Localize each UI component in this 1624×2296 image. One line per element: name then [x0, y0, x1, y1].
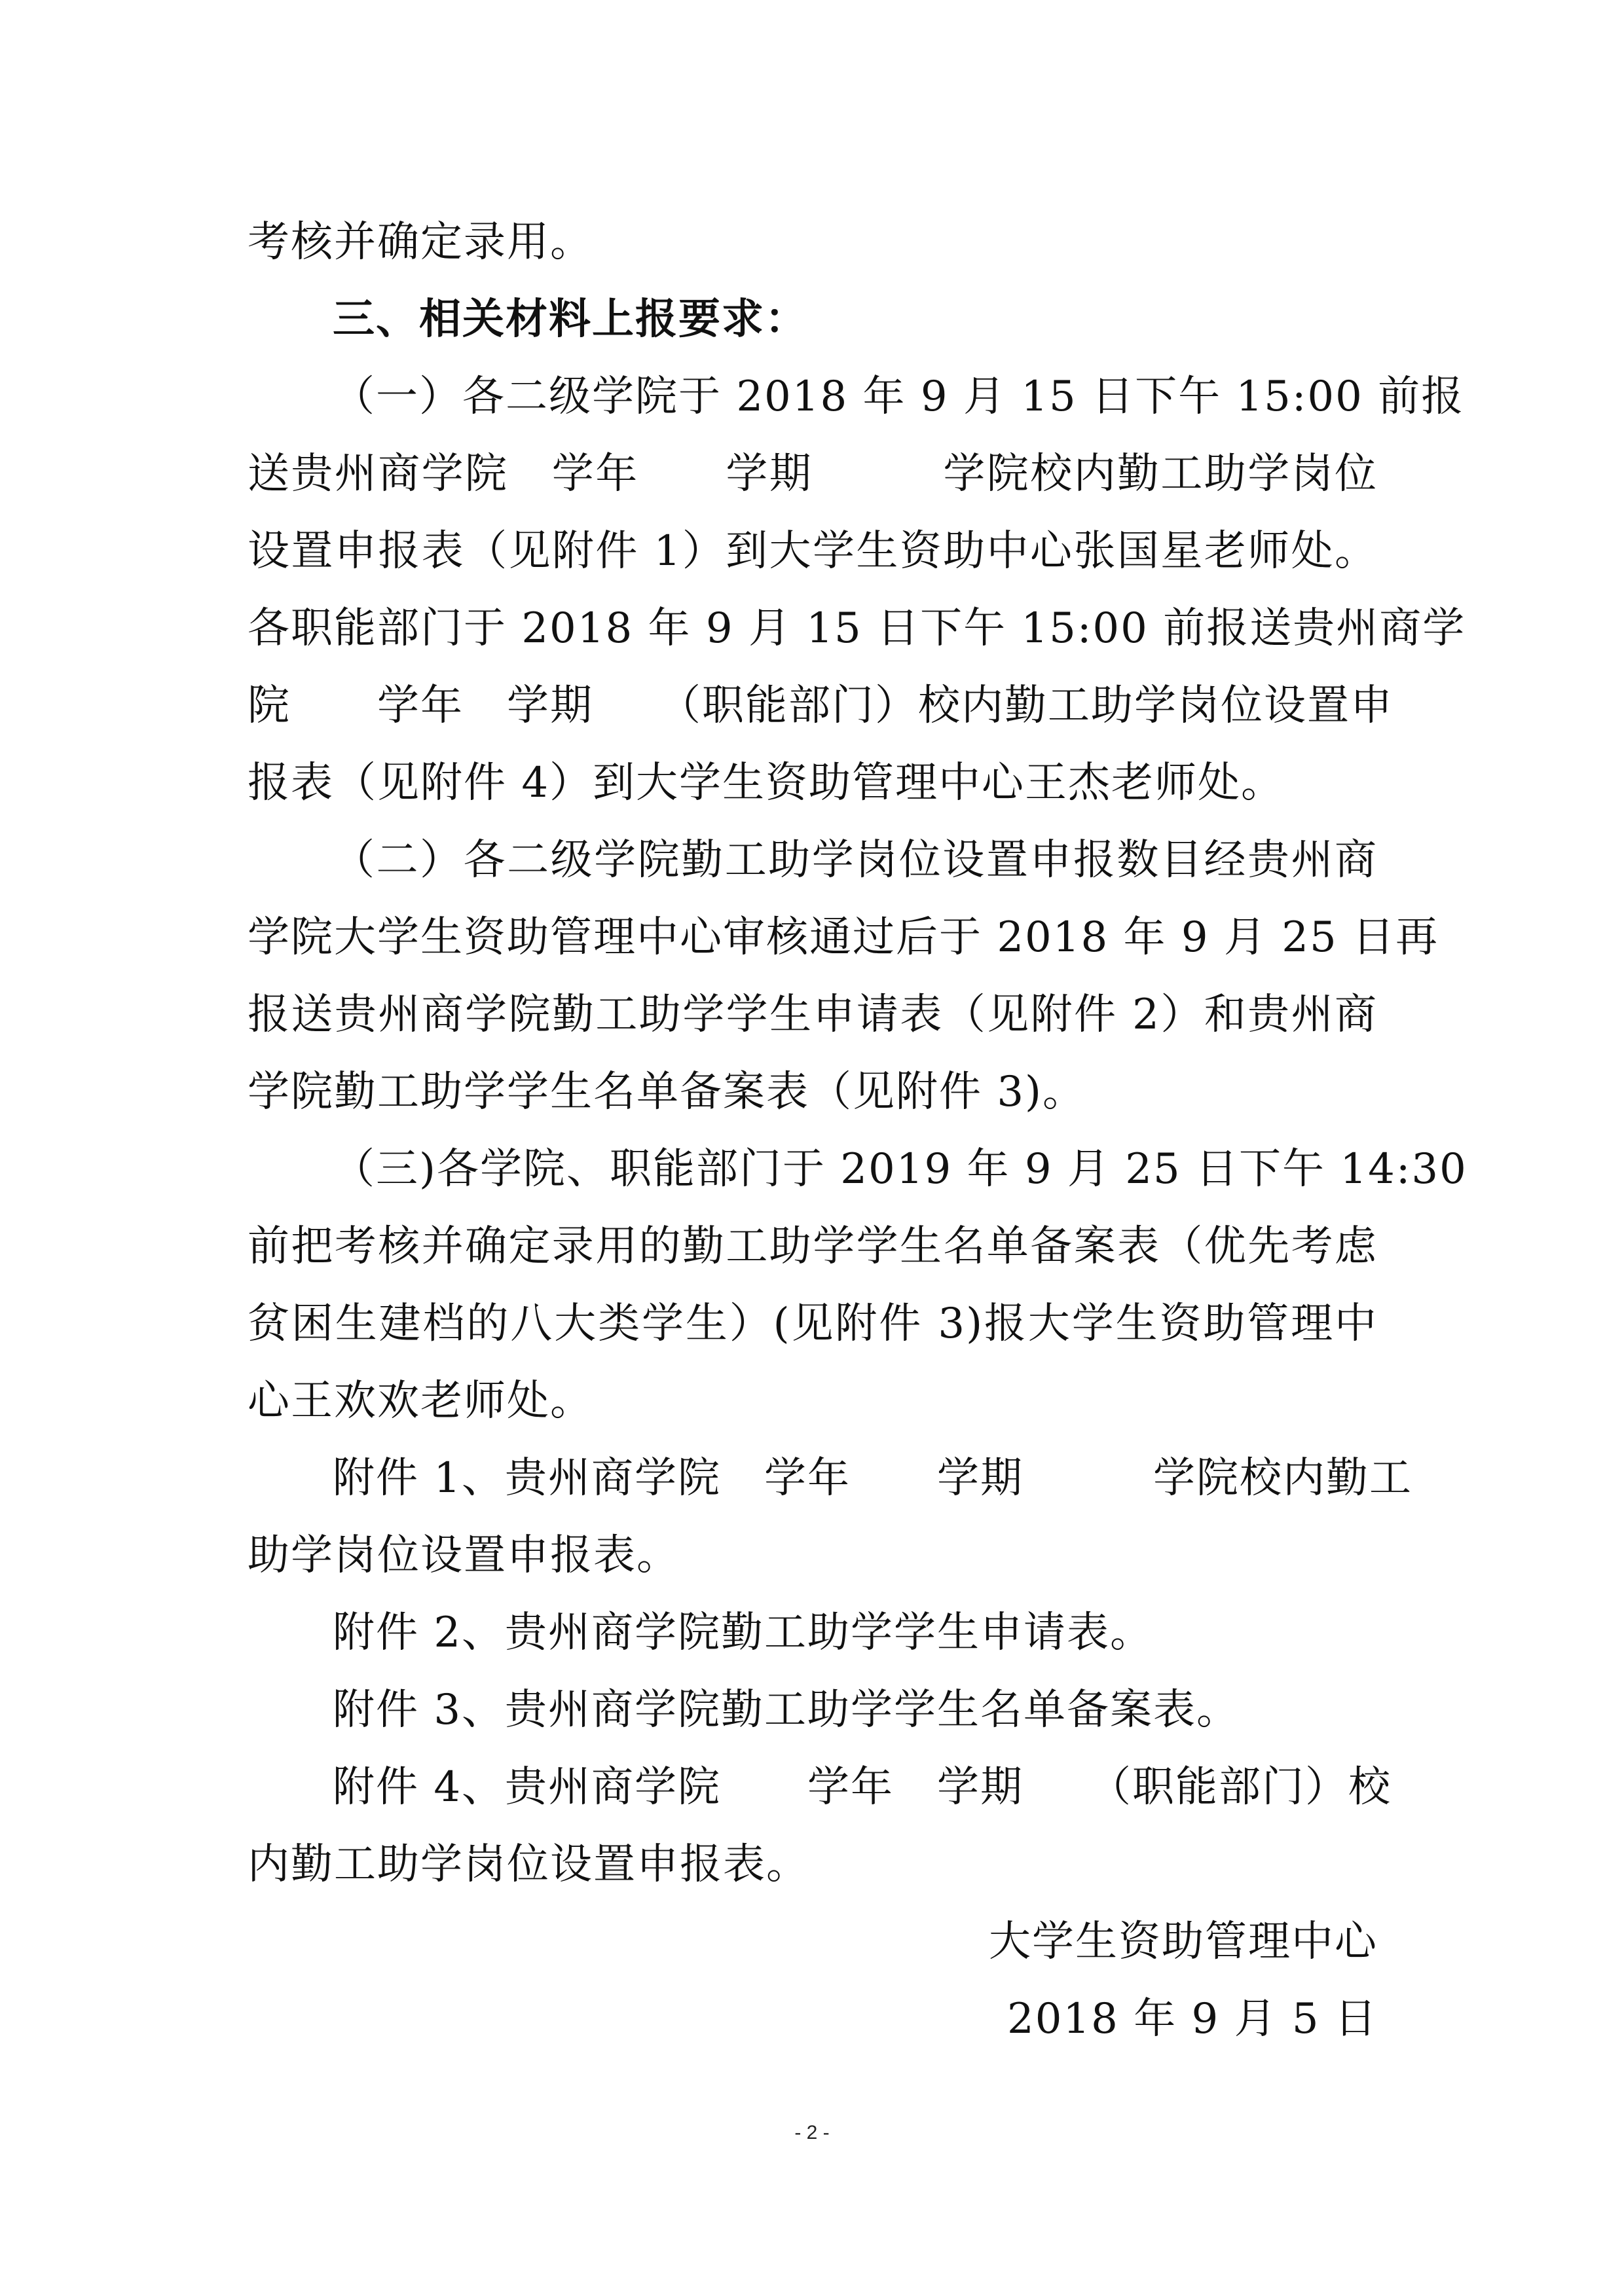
- attachment-4-line-1: 附件 4、贵州商学院 学年 学期 （职能部门）校: [333, 1763, 1392, 1812]
- attachment-3: 附件 3、贵州商学院勤工助学学生名单备案表。: [333, 1686, 1240, 1734]
- para-line-9: （二）各二级学院勤工助学岗位设置申报数目经贵州商: [333, 836, 1378, 884]
- para-line-3: （一）各二级学院于 2018 年 9 月 15 日下午 15:00 前报: [333, 373, 1465, 421]
- para-line-4: 送贵州商学院 学年 学期 学院校内勤工助学岗位: [248, 450, 1378, 498]
- para-line-13: （三)各学院、职能部门于 2019 年 9 月 25 日下午 14:30: [333, 1145, 1467, 1194]
- para-line-16: 心王欢欢老师处。: [248, 1377, 593, 1425]
- para-line-8: 报表（见附件 4）到大学生资助管理中心王杰老师处。: [248, 759, 1285, 807]
- para-line-6: 各职能部门于 2018 年 9 月 15 日下午 15:00 前报送贵州商学: [248, 604, 1466, 653]
- attachment-4-line-2: 内勤工助学岗位设置申报表。: [248, 1840, 809, 1889]
- attachment-1-line-1: 附件 1、贵州商学院 学年 学期 学院校内勤工: [333, 1454, 1413, 1503]
- para-line-10: 学院大学生资助管理中心审核通过后于 2018 年 9 月 25 日再: [248, 913, 1439, 962]
- attachment-1-line-2: 助学岗位设置申报表。: [248, 1531, 680, 1580]
- para-line-1: 考核并确定录用。: [248, 218, 593, 266]
- para-line-7: 院 学年 学期 （职能部门）校内勤工助学岗位设置申: [248, 682, 1393, 730]
- signature-date: 2018 年 9 月 5 日: [1006, 1995, 1378, 2043]
- para-line-12: 学院勤工助学学生名单备案表（见附件 3)。: [248, 1068, 1086, 1116]
- para-line-15: 贫困生建档的八大类学生）(见附件 3)报大学生资助管理中: [248, 1300, 1378, 1348]
- attachment-2: 附件 2、贵州商学院勤工助学学生申请表。: [333, 1609, 1154, 1657]
- section-heading: 三、相关材料上报要求：: [333, 295, 808, 344]
- para-line-5: 设置申报表（见附件 1）到大学生资助中心张国星老师处。: [248, 527, 1378, 575]
- signature-org: 大学生资助管理中心: [989, 1918, 1378, 1966]
- para-line-11: 报送贵州商学院勤工助学学生申请表（见附件 2）和贵州商: [248, 991, 1378, 1039]
- para-line-14: 前把考核并确定录用的勤工助学学生名单备案表（优先考虑: [248, 1222, 1378, 1271]
- page-number: - 2 -: [794, 2122, 830, 2143]
